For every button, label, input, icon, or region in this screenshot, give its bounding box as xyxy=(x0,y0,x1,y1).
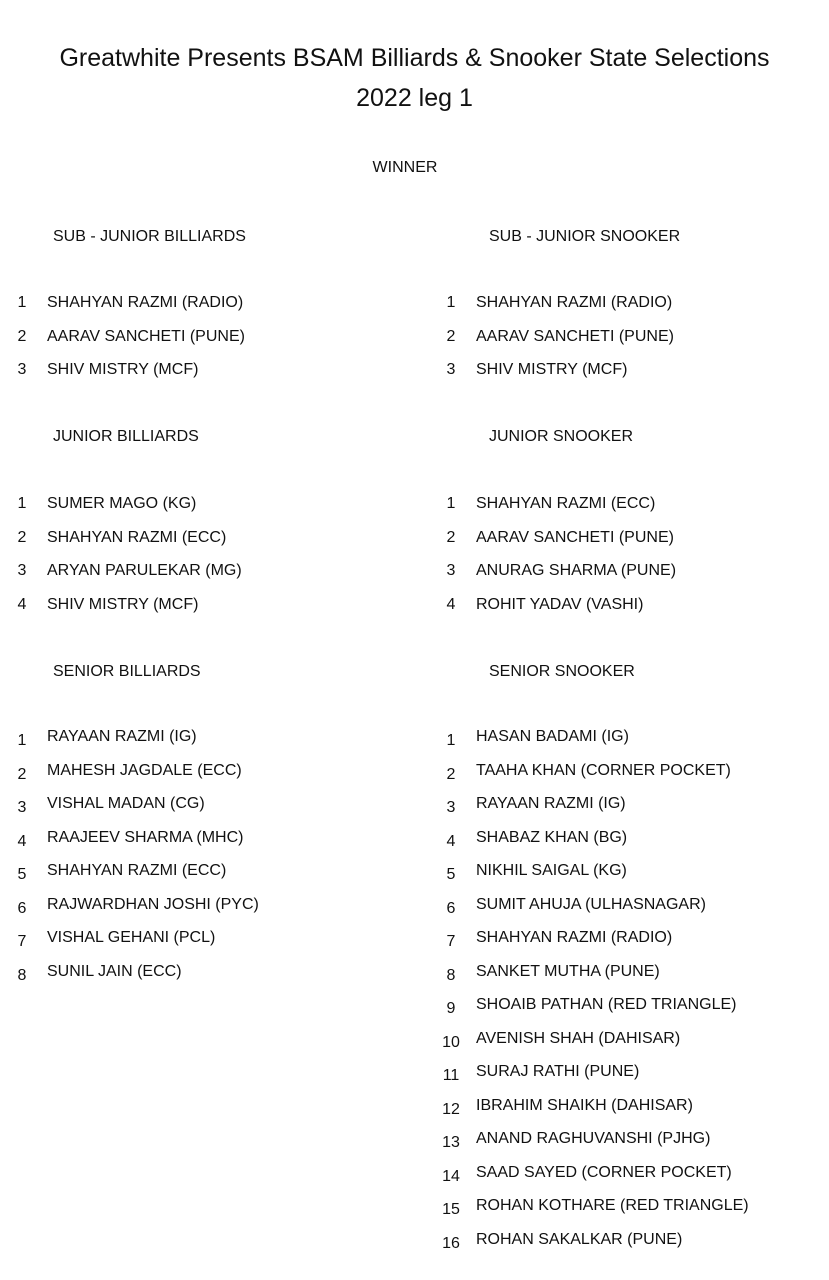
rank-number: 7 xyxy=(446,933,456,950)
player-name: SHIV MISTRY (MCF) xyxy=(47,361,199,378)
rank-number: 2 xyxy=(446,327,456,345)
player-name: TAAHA KHAN (CORNER POCKET) xyxy=(476,761,731,779)
page-title-year: 2022 leg 1 xyxy=(356,84,473,112)
heading-senior-snooker: SENIOR SNOOKER xyxy=(489,663,635,680)
player-name: SHABAZ KHAN (BG) xyxy=(476,828,628,846)
rank-number: 2 xyxy=(17,528,27,546)
player-name: ROHAN KOTHARE (RED TRIANGLE) xyxy=(476,1197,749,1214)
rank-number: 10 xyxy=(442,1033,460,1051)
rank-number: 16 xyxy=(442,1234,460,1252)
rank-number: 3 xyxy=(446,799,456,816)
player-name: SUMER MAGO (KG) xyxy=(47,495,197,512)
rank-number: 2 xyxy=(17,327,27,345)
player-name: VISHAL MADAN (CG) xyxy=(47,795,205,812)
rank-number: 1 xyxy=(17,294,27,311)
player-name: SHIV MISTRY (MCF) xyxy=(47,595,199,613)
player-name: NIKHIL SAIGAL (KG) xyxy=(476,862,627,879)
rank-number: 4 xyxy=(446,595,456,613)
player-name: AARAV SANCHETI (PUNE) xyxy=(47,327,245,345)
heading-sub-junior-billiards: SUB - JUNIOR BILLIARDS xyxy=(53,228,246,245)
rank-number: 3 xyxy=(446,562,456,579)
player-name: RAJWARDHAN JOSHI (PYC) xyxy=(47,895,259,913)
player-name: ROHIT YADAV (VASHI) xyxy=(476,595,644,613)
rank-number: 3 xyxy=(17,799,27,816)
player-name: SHOAIB PATHAN (RED TRIANGLE) xyxy=(476,996,737,1013)
player-name: AARAV SANCHETI (PUNE) xyxy=(476,528,674,546)
rank-number: 1 xyxy=(446,732,456,749)
heading-sub-junior-snooker: SUB - JUNIOR SNOOKER xyxy=(489,228,681,245)
rank-number: 5 xyxy=(17,866,27,883)
rank-number: 3 xyxy=(17,361,27,378)
player-name: SHAHYAN RAZMI (ECC) xyxy=(47,862,227,879)
player-name: RAYAAN RAZMI (IG) xyxy=(47,728,197,745)
rank-number: 8 xyxy=(17,966,27,984)
rank-number: 13 xyxy=(442,1134,460,1151)
rank-number: 6 xyxy=(17,899,27,917)
player-name: SURAJ RATHI (PUNE) xyxy=(476,1063,640,1080)
heading-junior-billiards: JUNIOR BILLIARDS xyxy=(53,428,199,445)
rank-number: 3 xyxy=(446,361,456,378)
rank-number: 14 xyxy=(442,1167,460,1185)
rank-number: 2 xyxy=(446,528,456,546)
player-name: SUMIT AHUJA (ULHASNAGAR) xyxy=(476,895,706,913)
rank-number: 6 xyxy=(446,899,456,917)
player-name: ARYAN PARULEKAR (MG) xyxy=(47,562,242,579)
player-name: HASAN BADAMI (IG) xyxy=(476,728,629,745)
rank-number: 1 xyxy=(17,732,27,749)
rank-number: 4 xyxy=(17,832,27,850)
rank-number: 7 xyxy=(17,933,27,950)
rank-number: 2 xyxy=(446,765,456,783)
player-name: ANURAG SHARMA (PUNE) xyxy=(476,562,677,579)
rank-number: 11 xyxy=(442,1067,460,1084)
player-name: VISHAL GEHANI (PCL) xyxy=(47,929,216,946)
player-name: SHAHYAN RAZMI (ECC) xyxy=(476,495,656,512)
player-name: RAAJEEV SHARMA (MHC) xyxy=(47,828,244,846)
rank-number: 1 xyxy=(17,495,27,512)
player-name: SHAHYAN RAZMI (RADIO) xyxy=(476,929,673,946)
player-name: SUNIL JAIN (ECC) xyxy=(47,962,182,980)
player-name: ANAND RAGHUVANSHI (PJHG) xyxy=(476,1130,711,1147)
rank-number: 5 xyxy=(446,866,456,883)
player-name: ROHAN SAKALKAR (PUNE) xyxy=(476,1230,683,1248)
page-title: Greatwhite Presents BSAM Billiards & Snooker State Selections xyxy=(59,44,770,72)
player-name: SHAHYAN RAZMI (RADIO) xyxy=(476,294,673,311)
rank-number: 3 xyxy=(17,562,27,579)
player-name: SAAD SAYED (CORNER POCKET) xyxy=(476,1163,732,1181)
player-name: SHAHYAN RAZMI (RADIO) xyxy=(47,294,244,311)
rank-number: 2 xyxy=(17,765,27,783)
rank-number: 15 xyxy=(442,1201,460,1218)
heading-junior-snooker: JUNIOR SNOOKER xyxy=(489,428,634,445)
winner-subtitle: WINNER xyxy=(372,159,438,176)
rank-number: 1 xyxy=(446,495,456,512)
player-name: IBRAHIM SHAIKH (DAHISAR) xyxy=(476,1096,693,1114)
rank-number: 9 xyxy=(446,1000,456,1017)
rank-number: 1 xyxy=(446,294,456,311)
player-name: RAYAAN RAZMI (IG) xyxy=(476,795,626,812)
player-name: AARAV SANCHETI (PUNE) xyxy=(476,327,674,345)
heading-senior-billiards: SENIOR BILLIARDS xyxy=(53,663,201,680)
rank-number: 4 xyxy=(17,595,27,613)
player-name: AVENISH SHAH (DAHISAR) xyxy=(476,1029,681,1047)
player-name: SHIV MISTRY (MCF) xyxy=(476,361,628,378)
rank-number: 12 xyxy=(442,1100,460,1118)
player-name: SANKET MUTHA (PUNE) xyxy=(476,962,660,980)
rank-number: 4 xyxy=(446,832,456,850)
player-name: SHAHYAN RAZMI (ECC) xyxy=(47,528,227,546)
rank-number: 8 xyxy=(446,966,456,984)
player-name: MAHESH JAGDALE (ECC) xyxy=(47,761,242,779)
